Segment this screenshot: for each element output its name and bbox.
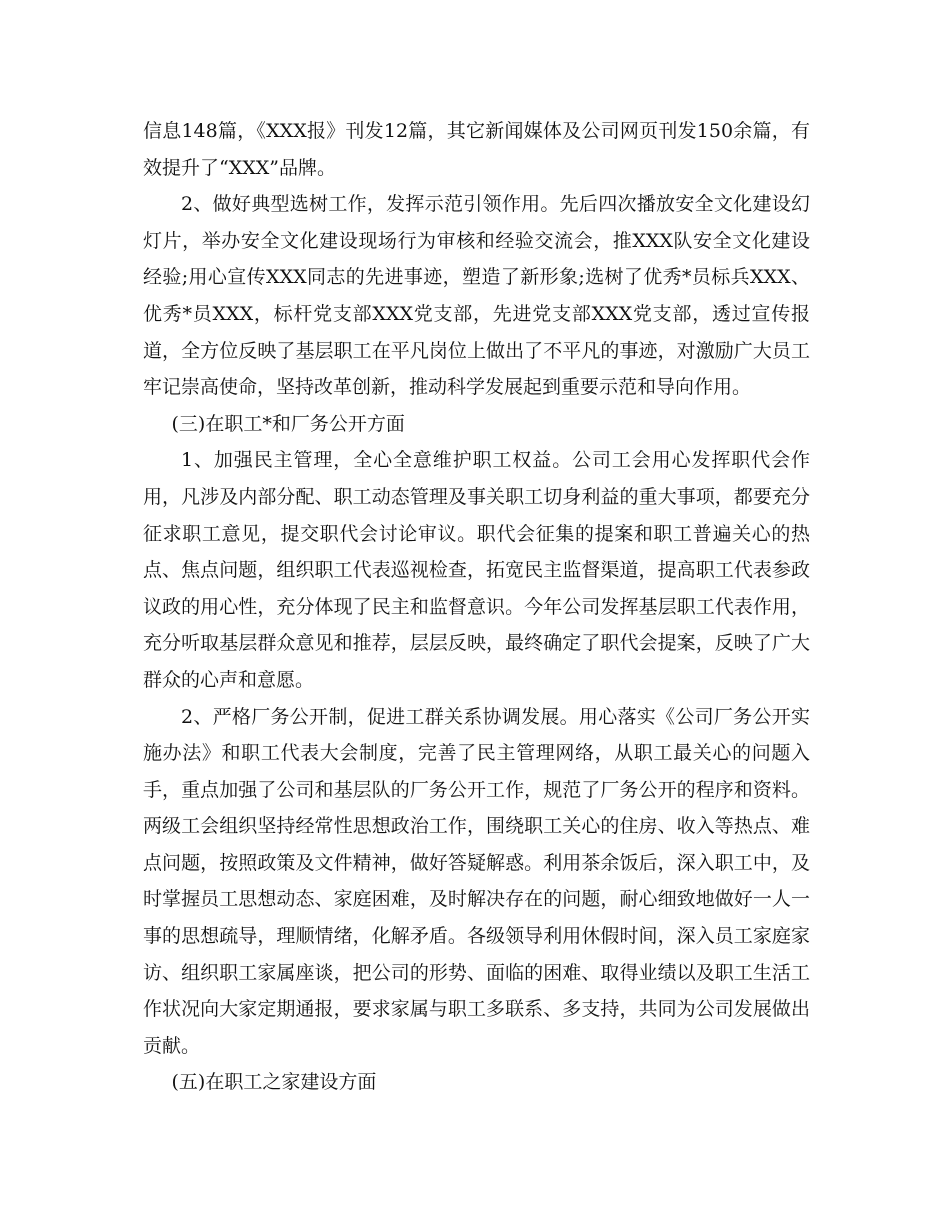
document-page (143, 113, 810, 1101)
section-heading-employee-affairs: (三)在职工*和厂务公开方面 (171, 412, 405, 435)
section-heading-workers-home: (五)在职工之家建设方面 (171, 1071, 377, 1094)
paragraph-continuation: 信息148篇，《XXX报》刊发12篇，其它新闻媒体及公司网页刊发150余篇，有效提升了“XXX”品牌。 (143, 120, 810, 179)
paragraph-affairs-openness: 2、严格厂务公开制，促进工群关系协调发展。用心落实《公司厂务公开实施办法》和职工代表大会制度，完善了民主管理网络，从职工最关心的问题入手，重点加强了公司和基层队的厂务公开工作，规范了厂务公开的程序和资料。两级工会组织坚持经常性思想政治工作，围绕职工关心的住房、收入等热点、难点问题，按照政策及文件精神，做好答疑解惑。利用茶余饭后，深入职工中，及时掌握员工思想动态、家庭困难，及时解决存在的问题，耐心细致地做好一人一事的思想疏导，理顺情绪，化解矛盾。各级领导利用休假时间，深入员工家庭家访、组织职工家属座谈，把公司的形势、面临的困难、取得业绩以及职工生活工作状况向大家定期通报，要求家属与职工多联系、多支持，共同为公司发展做出贡献。 (143, 705, 810, 1057)
paragraph-democratic-management: 1、加强民主管理，全心全意维护职工权益。公司工会用心发挥职代会作用，凡涉及内部分配、职工动态管理及事关职工切身利益的重大事项，都要充分征求职工意见，提交职代会讨论审议。职代会征集的提案和职工普遍关心的热点、焦点问题，组织职工代表巡视检查，拓宽民主监督渠道，提高职工代表参政议政的用心性，充分体现了民主和监督意识。今年公司发挥基层职工代表作用，充分听取基层群众意见和推荐，层层反映，最终确定了职代会提案，反映了广大群众的心声和意愿。 (143, 449, 810, 691)
paragraph-model-selection: 2、做好典型选树工作，发挥示范引领作用。先后四次播放安全文化建设幻灯片，举办安全文化建设现场行为审核和经验交流会，推XXX队安全文化建设经验;用心宣传XXX同志的先进事迹，塑造了新形象;选树了优秀*员标兵XXX、优秀*员XXX，标杆党支部XXX党支部，先进党支部XXX党支部，透过宣传报道，全方位反映了基层职工在平凡岗位上做出了不平凡的事迹，对激励广大员工牢记崇高使命，坚持改革创新，推动科学发展起到重要示范和导向作用。 (143, 193, 810, 399)
